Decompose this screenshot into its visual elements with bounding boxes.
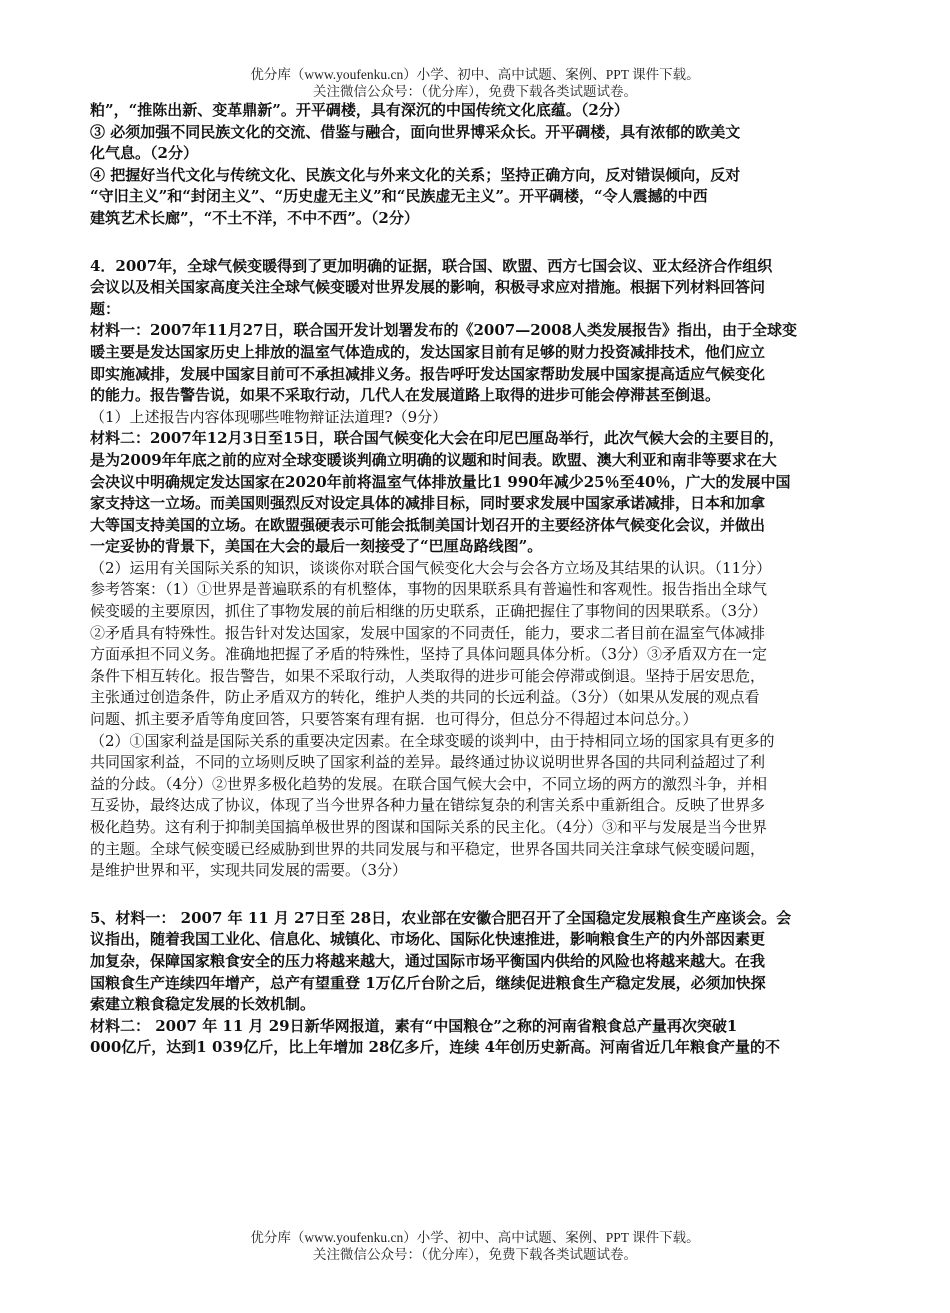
text-line: 国粮食生产连续四年增产，总产有望重登 1万亿斤台阶之后，继续促进粮食生产稳定发展，必须加快探: [90, 973, 766, 992]
answer-line: 条件下相互转化。报告警告，如果不采取行动，人类取得的进步可能会停滞或倒退。坚持于居安思危，: [90, 666, 766, 685]
paragraph-gap: [90, 882, 862, 908]
answer-line: 益的分歧。（4分）②世界多极化趋势的发展。在联合国气候大会中，不同立场的两方的激烈斗争，并相: [90, 774, 768, 793]
text-line: 一定妥协的背景下，美国在大会的最后一刻接受了“巴厘岛路线图”。: [90, 537, 543, 556]
question-5: [90, 908, 862, 1059]
header-line-1: 优分库（www.youfenku.cn）小学、初中、高中试题、案例、PPT 课件下载。: [250, 67, 700, 82]
page-footer: [0, 1229, 950, 1263]
paragraph-gap: [90, 230, 862, 256]
page-header: [0, 66, 950, 100]
text-line: 议指出，随着我国工业化、信息化、城镇化、市场化、国际化快速推进，影响粮食生产的内外部因素更: [90, 930, 766, 949]
question-4-part-2: （2）运用有关国际关系的知识，谈谈你对联合国气候变化大会与会各方立场及其结果的认识。（11分）: [90, 558, 772, 577]
text-line: 材料二： 2007 年 11 月 29日新华网报道，素有“中国粮仓”之称的河南省粮食总产量再次突破1: [90, 1016, 738, 1035]
answer-line: 问题、抓主要矛盾等角度回答，只要答案有理有据．也可得分，但总分不得超过本问总分。）: [90, 710, 698, 729]
text-line: 暖主要是发达国家历史上排放的温室气体造成的，发达国家目前有足够的财力投资减排技术，他们应立: [90, 342, 766, 361]
text-line: 的能力。报告警告说，如果不采取行动，几代人在发展道路上取得的进步可能会停滞甚至倒退。: [90, 386, 721, 405]
question-4: [90, 256, 862, 882]
answer-line: 参考答案：（1）①世界是普遍联系的有机整体，事物的因果联系具有普遍性和客观性。报告指出全球气: [90, 580, 768, 599]
answer-line: 方面承担不同义务。准确地把握了矛盾的特殊性，坚持了具体问题具体分析。（3分）③矛盾双方在一定: [90, 645, 768, 664]
text-line: 加复杂，保障国家粮食安全的压力将越来越大，通过国际市场平衡国内供给的风险也将越来越大。在我: [90, 951, 766, 970]
text-line: 粕”，“推陈出新、变革鼎新”。开平碉楼，具有深沉的中国传统文化底蕴。（2分）: [90, 101, 629, 119]
answer-section-3-continued: [90, 100, 862, 230]
text-line: ③ 必须加强不同民族文化的交流、借鉴与融合，面向世界博采众长。开平碉楼，具有浓郁的欧美文: [90, 122, 741, 141]
text-line: 化气息。（2分）: [90, 144, 198, 163]
text-line: 建筑艺术长廊”，“不土不洋，不中不西”。（2分）: [90, 208, 419, 227]
question-4-part-1: （1）上述报告内容体现哪些唯物辩证法道理?（9分）: [90, 407, 448, 426]
text-line: 会议以及相关国家高度关注全球气候变暖对世界发展的影响，积极寻求应对措施。根据下列材料回答问: [90, 278, 766, 297]
answer-line: 的主题。全球气候变暖已经威胁到世界的共同发展与和平稳定，世界各国共同关注拿球气候变暖问题，: [90, 839, 766, 858]
answer-line: ②矛盾具有特殊性。报告针对发达国家，发展中国家的不同责任，能力，要求二者目前在温室气体减排: [90, 623, 766, 642]
text-line: 会决议中明确规定发达国家在2020年前将温室气体排放量比1 990年减少25％至40％，广大的发展中国: [90, 472, 791, 491]
text-line: 4．2007年，全球气候变暖得到了更加明确的证据，联合国、欧盟、西方七国会议、亚太经济合作组织: [90, 256, 773, 275]
answer-line: 候变暖的主要原因，抓住了事物发展的前后相继的历史联系，正确把握住了事物间的因果联系。（3分）: [90, 602, 768, 621]
answer-line: 主张通过创造条件，防止矛盾双方的转化，维护人类的共同的长远利益。（3分）（如果从发展的观点看: [90, 688, 760, 707]
text-line: 家支持这一立场。而美国则强烈反对设定具体的减排目标，同时要求发展中国家承诺减排，日本和加拿: [90, 494, 766, 513]
text-line: 大等国支持美国的立场。在欧盟强硬表示可能会抵制美国计划召开的主要经济体气候变化会议，并做出: [90, 515, 766, 534]
text-line: 题：: [90, 299, 121, 318]
text-line: “守旧主义”和“封闭主义”、“历史虚无主义”和“民族虚无主义”。开平碉楼，“令人震撼的中西: [90, 187, 708, 206]
header-line-2: 关注微信公众号：（优分库），免费下载各类试题试卷。: [313, 84, 637, 99]
text-line: 5、材料一： 2007 年 11 月 27日至 28日，农业部在安徽合肥召开了全国稳定发展粮食生产座谈会。会: [90, 908, 792, 927]
answer-line: 是维护世界和平，实现共同发展的需要。（3分）: [90, 861, 408, 880]
text-line: 材料一：2007年11月27日，联合国开发计划署发布的《2007—2008人类发展报告》指出，由于全球变: [90, 321, 797, 340]
text-line: 000亿斤，达到1 039亿斤，比上年增加 28亿多斤，连续 4年创历史新高。河南省近几年粮食产量的不: [90, 1038, 781, 1057]
footer-line-1: 优分库（www.youfenku.cn）小学、初中、高中试题、案例、PPT 课件下载。: [250, 1230, 700, 1245]
answer-line: （2）①国家利益是国际关系的重要决定因素。在全球变暖的谈判中，由于持相同立场的国家具有更多的: [90, 731, 775, 750]
text-line: ④ 把握好当代文化与传统文化、民族文化与外来文化的关系；坚持正确方向，反对错误倾向，反对: [90, 165, 741, 184]
document-body: [90, 100, 862, 1059]
answer-line: 极化趋势。这有利于抑制美国搞单极世界的图谋和国际关系的民主化。（4分）③和平与发展是当今世界: [90, 818, 768, 836]
text-line: 材料二：2007年12月3日至15日，联合国气候变化大会在印尼巴厘岛举行，此次气候大会的主要目的，: [90, 429, 784, 448]
answer-line: 互妥协，最终达成了协议，体现了当今世界各种力量在错综复杂的利害关系中重新组合。反映了世界多: [90, 796, 766, 815]
answer-line: 共同国家利益，不同的立场则反映了国家利益的差异。最终通过协议说明世界各国的共同利益超过了利: [90, 753, 766, 772]
footer-line-2: 关注微信公众号：（优分库），免费下载各类试题试卷。: [313, 1247, 637, 1262]
text-line: 是为2009年年底之前的应对全球变暖谈判确立明确的议题和时间表。欧盟、澳大利亚和南非等要求在大: [90, 450, 777, 469]
text-line: 索建立粮食稳定发展的长效机制。: [90, 995, 316, 1014]
text-line: 即实施减排，发展中国家目前可不承担减排义务。报告呼吁发达国家帮助发展中国家提高适应气候变化: [90, 364, 766, 383]
